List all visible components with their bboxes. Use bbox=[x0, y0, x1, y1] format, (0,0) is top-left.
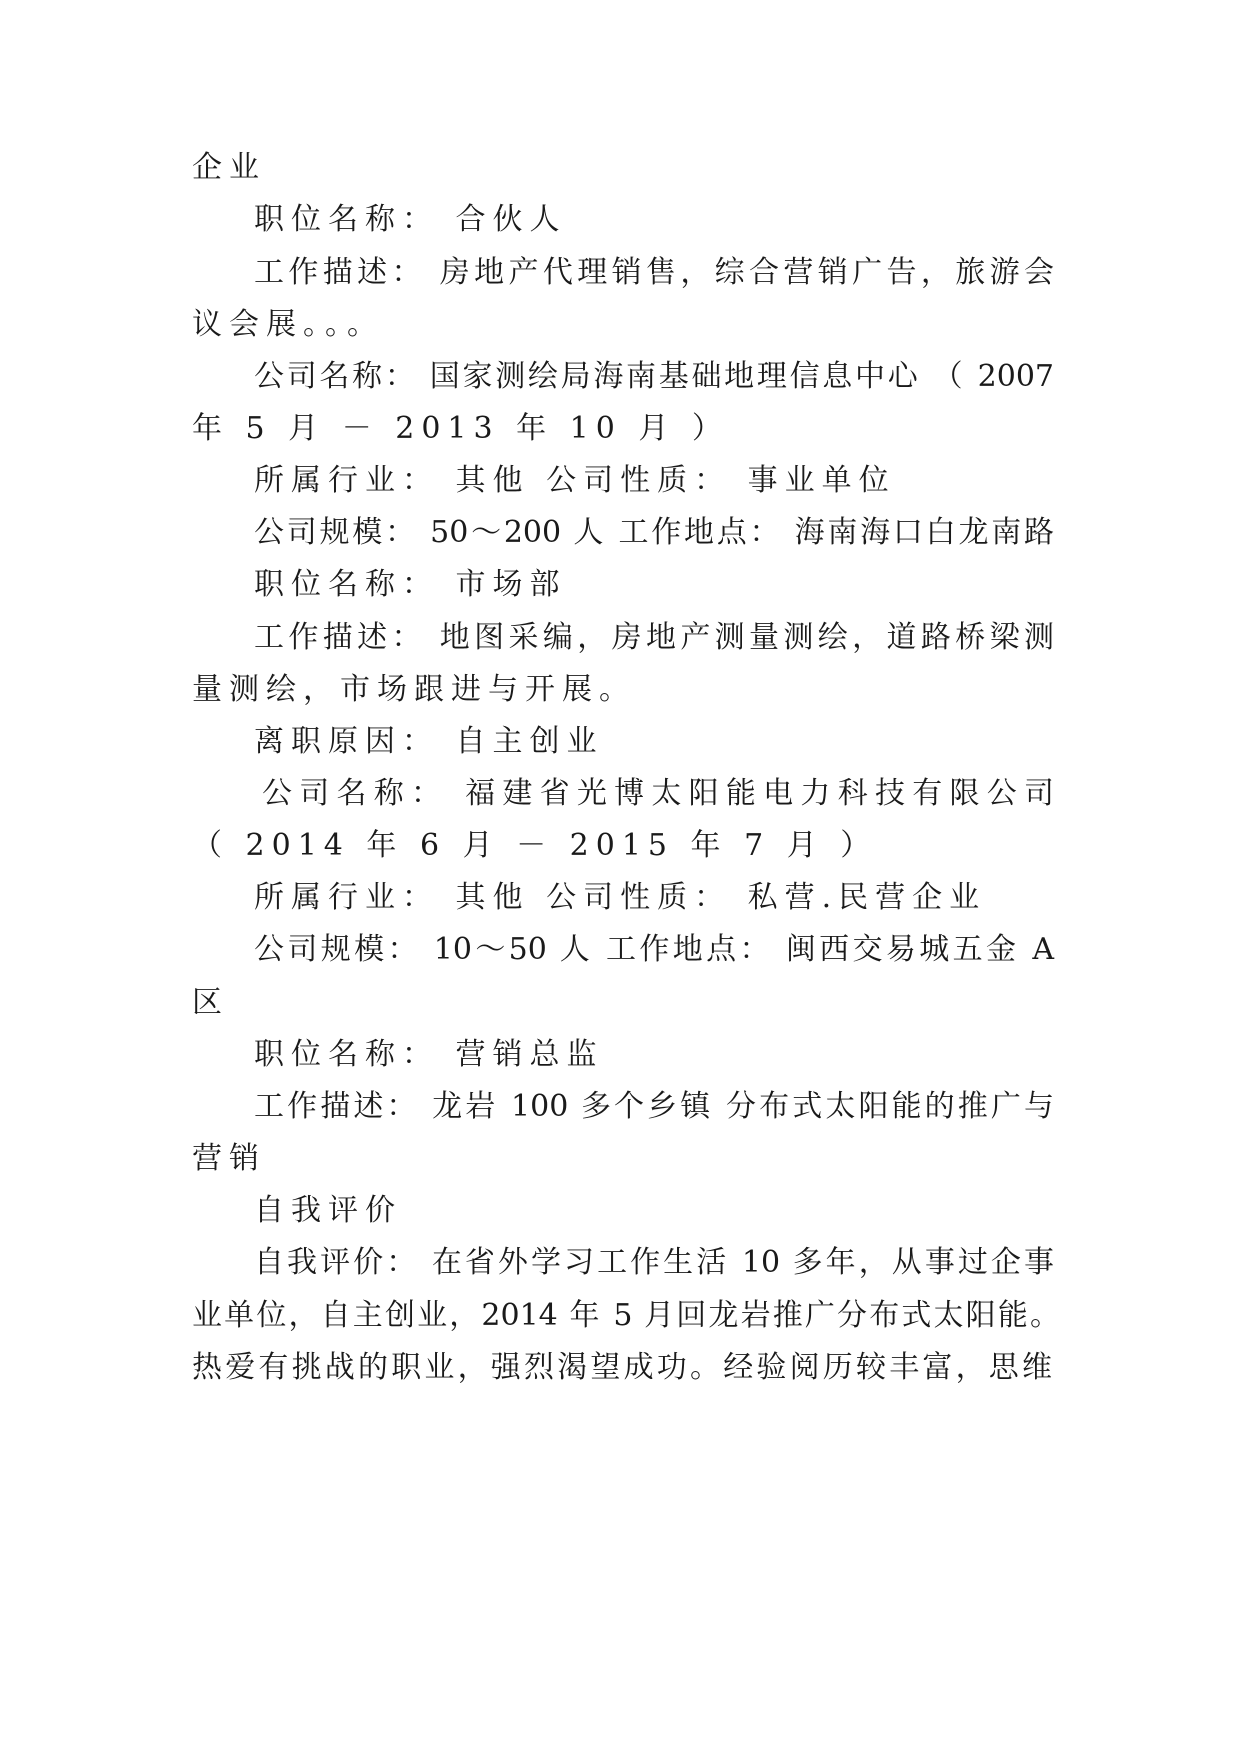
text-line: 离职原因： 自主创业 bbox=[254, 724, 604, 759]
text-line: 公司规模： 50～200 人 工作地点： 海南海口白龙南路 bbox=[254, 515, 1054, 550]
text-line: 职位名称： 合伙人 bbox=[254, 202, 567, 237]
text-line: 区 bbox=[192, 985, 229, 1020]
text-line: 公司名称： 福建省光博太阳能电力科技有限公司 bbox=[262, 776, 1054, 811]
text-line: 工作描述： 地图采编，房地产测量测绘，道路桥梁测 bbox=[254, 620, 1054, 655]
text-line: 企业 bbox=[192, 150, 266, 185]
text-line: 工作描述： 龙岩 100 多个乡镇 分布式太阳能的推广与 bbox=[254, 1089, 1054, 1124]
text-line: 业单位，自主创业，2014 年 5 月回龙岩推广分布式太阳能。 bbox=[192, 1298, 1060, 1333]
text-line: 公司名称： 国家测绘局海南基础地理信息中心 （ 2007 bbox=[254, 359, 1054, 394]
text-line: 所属行业： 其他 公司性质： 事业单位 bbox=[254, 463, 896, 498]
text-line: 热爱有挑战的职业，强烈渴望成功。经验阅历较丰富，思维 bbox=[192, 1350, 1052, 1385]
text-line: 工作描述： 房地产代理销售，综合营销广告，旅游会 bbox=[254, 255, 1054, 290]
text-line: 职位名称： 市场部 bbox=[254, 567, 567, 602]
text-line: 营销 bbox=[192, 1141, 266, 1176]
text-line: 公司规模： 10～50 人 工作地点： 闽西交易城五金 A bbox=[254, 932, 1054, 967]
section-heading: 自我评价 bbox=[254, 1193, 402, 1228]
text-line: （ 2014 年 6 月 － 2015 年 7 月 ） bbox=[192, 828, 878, 863]
text-line: 量测绘，市场跟进与开展。 bbox=[192, 672, 636, 707]
text-line: 年 5 月 － 2013 年 10 月 ） bbox=[192, 411, 729, 446]
text-line: 所属行业： 其他 公司性质： 私营.民营企业 bbox=[254, 880, 987, 915]
text-line: 职位名称： 营销总监 bbox=[254, 1037, 604, 1072]
text-line: 自我评价： 在省外学习工作生活 10 多年，从事过企事 bbox=[254, 1245, 1054, 1280]
text-line: 议会展。。。 bbox=[192, 307, 384, 342]
